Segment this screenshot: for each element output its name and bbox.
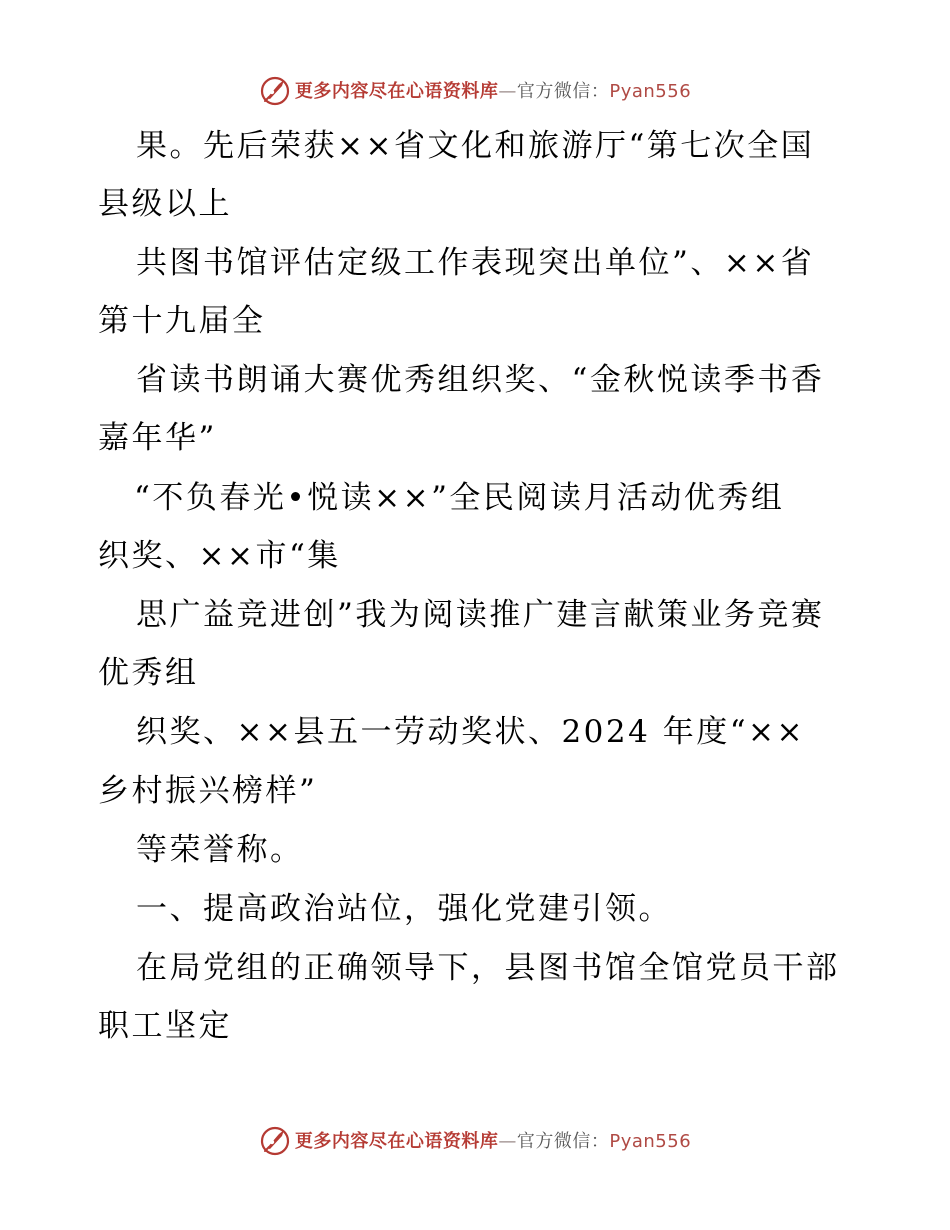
watermark-text [295, 77, 691, 103]
text-line: 优秀组 [98, 655, 199, 691]
text-line: 县级以上 [98, 186, 232, 222]
footer-watermark [0, 1120, 950, 1160]
watermark-wechat-id: Pyan556 [609, 81, 692, 102]
watermark-separator: — [498, 81, 517, 102]
section-heading: 一、提高政治站位，强化党建引领。 [136, 891, 672, 927]
text-line: 职工坚定 [98, 1008, 232, 1044]
text-line: 省读书朗诵大赛优秀组织奖、“金秋悦读季书香 [136, 362, 825, 398]
text-line: 共图书馆评估定级工作表现突出单位”、××省 [136, 245, 815, 281]
watermark-brand: 更多内容尽在心语资料库 [294, 1131, 499, 1152]
watermark-brand: 更多内容尽在心语资料库 [294, 81, 499, 102]
text-line: 第十九届全 [98, 303, 266, 339]
text-line: 织奖、××市“集 [98, 538, 341, 574]
header-watermark [0, 70, 950, 110]
watermark-wechat-label: 官方微信： [516, 81, 610, 102]
text-line: 果。先后荣获××省文化和旅游厅“第七次全国 [136, 128, 815, 164]
text-line: 织奖、××县五一劳动奖状、2024 年度“×× [136, 714, 805, 750]
text-line: 嘉年华” [98, 420, 217, 456]
text-line: 思广益竞进创”我为阅读推广建言献策业务竞赛 [136, 597, 825, 633]
text-line: “不负春光•悦读××”全民阅读月活动优秀组 [134, 480, 785, 516]
text-line: 等荣誉称。 [136, 832, 304, 868]
text-line: 在局党组的正确领导下，县图书馆全馆党员干部 [136, 950, 840, 986]
text-line: 乡村振兴榜样” [98, 773, 318, 809]
watermark-wechat-label: 官方微信： [516, 1131, 610, 1152]
quill-logo-icon [259, 74, 291, 106]
watermark-wechat-id: Pyan556 [609, 1131, 692, 1152]
watermark-text [295, 1127, 691, 1153]
watermark-separator: — [498, 1131, 517, 1152]
quill-logo-icon [259, 1124, 291, 1156]
